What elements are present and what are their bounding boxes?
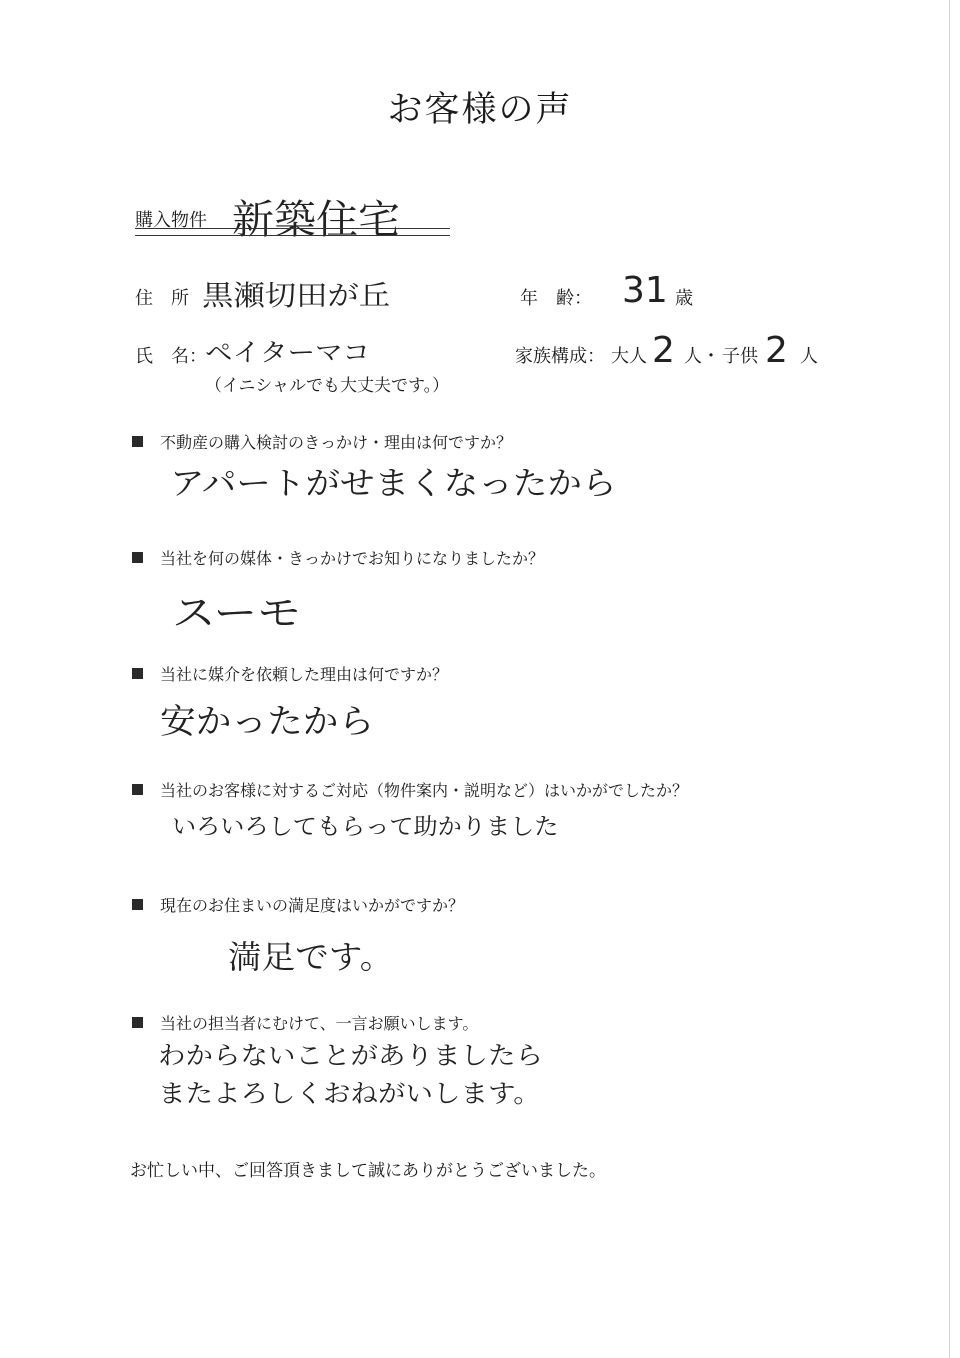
question-4 bbox=[132, 778, 688, 801]
answer-6-line-1: わからないことがありましたら bbox=[158, 1041, 544, 1070]
answer-6-line-2: またよろしくおねがいします。 bbox=[158, 1079, 541, 1108]
adult-unit: 人・ bbox=[684, 346, 720, 367]
answer-5: 満足です。 bbox=[228, 938, 394, 976]
question-6 bbox=[132, 1011, 478, 1034]
square-bullet-icon bbox=[132, 668, 143, 679]
property-underline bbox=[135, 228, 450, 236]
adult-label: 大人 bbox=[611, 346, 647, 367]
question-text: 当社を何の媒体・きっかけでお知りになりましたか？ bbox=[160, 549, 545, 568]
square-bullet-icon bbox=[132, 899, 143, 910]
name-label: 氏 名： bbox=[135, 346, 207, 367]
name-value: ペイターマコ bbox=[205, 338, 371, 367]
question-text: 当社のお客様に対するご対応（物件案内・説明など）はいかがでしたか？ bbox=[160, 781, 689, 800]
answer-1: アパートがせまくなったから bbox=[170, 464, 617, 502]
question-2 bbox=[132, 546, 544, 569]
square-bullet-icon bbox=[132, 1017, 143, 1028]
scan-edge-line bbox=[949, 0, 950, 1358]
name-note: （イニシャルでも大丈夫です。） bbox=[205, 376, 450, 396]
square-bullet-icon bbox=[132, 552, 143, 563]
child-count: 2 bbox=[765, 330, 788, 371]
question-text: 不動産の購入検討のきっかけ・理由は何ですか？ bbox=[160, 433, 513, 452]
child-unit: 人 bbox=[800, 346, 818, 367]
page-title: お客様の声 bbox=[387, 90, 573, 130]
property-value: 新築住宅 bbox=[232, 197, 400, 243]
closing-message: お忙しい中、ご回答頂きまして誠にありがとうございました。 bbox=[130, 1161, 606, 1181]
child-label: 子供 bbox=[722, 346, 758, 367]
question-5 bbox=[132, 893, 464, 916]
question-1 bbox=[132, 430, 512, 453]
question-3 bbox=[132, 662, 448, 685]
answer-3: 安かったから bbox=[160, 702, 375, 742]
property-label: 購入物件 bbox=[135, 210, 207, 231]
question-text: 当社に媒介を依頼した理由は何ですか？ bbox=[160, 665, 449, 684]
adult-count: 2 bbox=[652, 330, 675, 371]
question-text: 当社の担当者にむけて、一言お願いします。 bbox=[160, 1014, 479, 1033]
answer-4: いろいろしてもらって助かりました bbox=[172, 814, 559, 840]
family-label: 家族構成： bbox=[515, 346, 605, 367]
age-unit: 歳 bbox=[675, 288, 693, 309]
age-value: 31 bbox=[622, 270, 668, 311]
question-text: 現在のお住まいの満足度はいかがですか？ bbox=[160, 896, 465, 915]
age-label: 年 齢： bbox=[520, 288, 592, 309]
address-label: 住 所 bbox=[135, 288, 189, 309]
square-bullet-icon bbox=[132, 436, 143, 447]
address-value: 黒瀬切田が丘 bbox=[202, 279, 391, 312]
square-bullet-icon bbox=[132, 784, 143, 795]
answer-2: スーモ bbox=[172, 591, 301, 635]
